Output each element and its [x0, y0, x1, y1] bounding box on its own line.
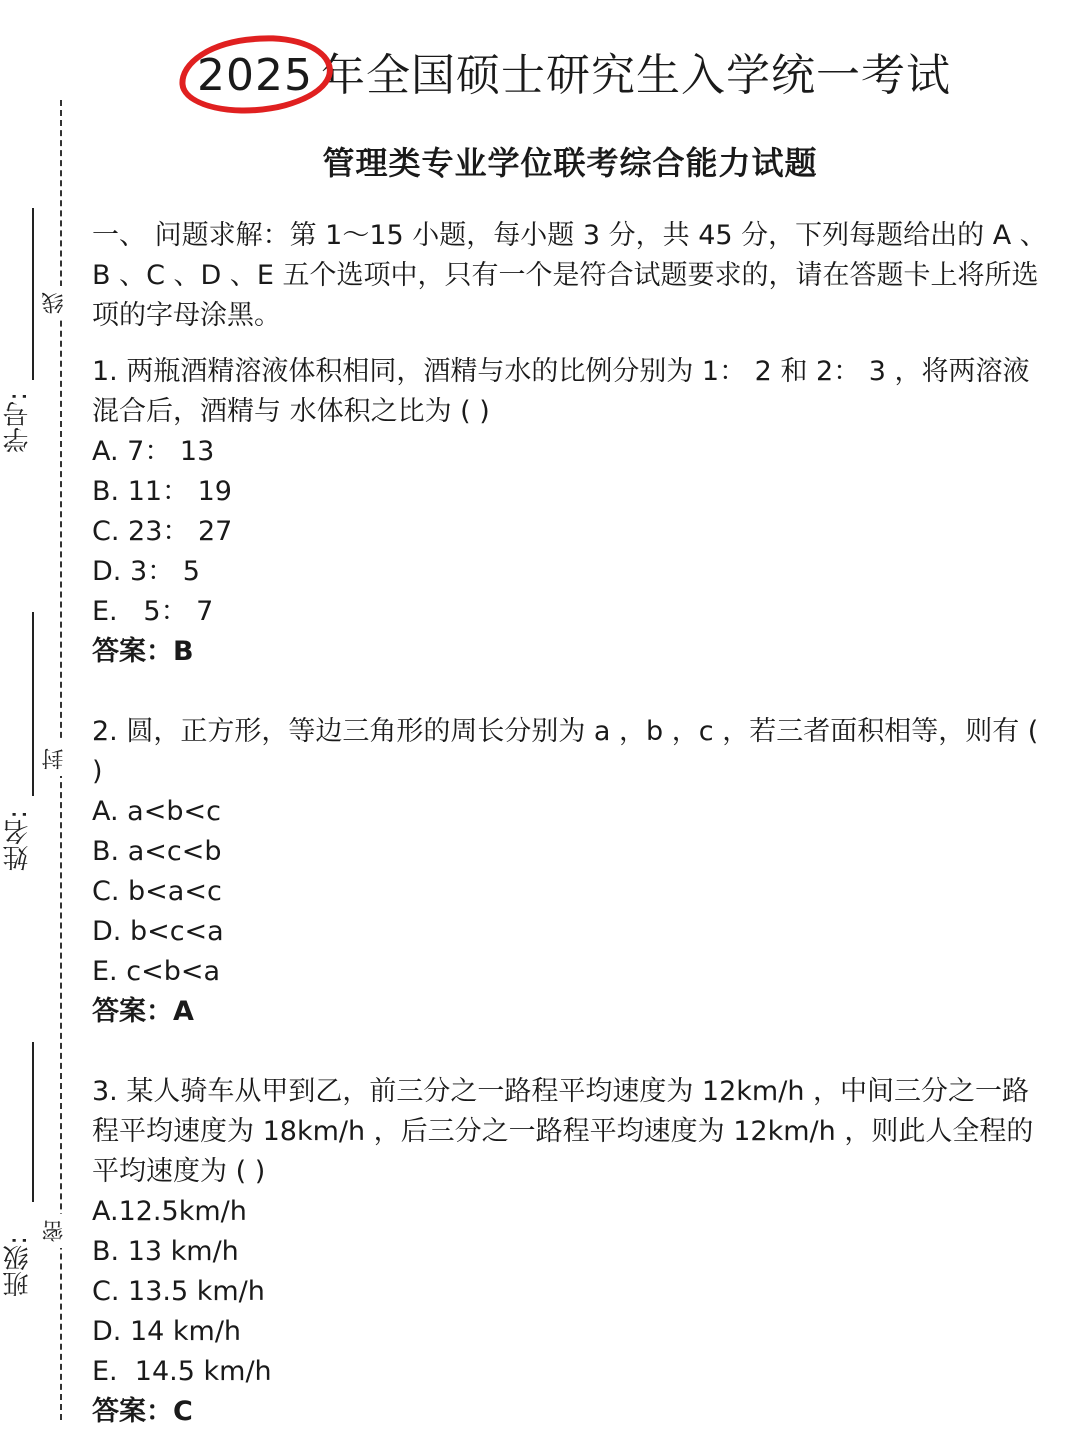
- circled-year: 2025: [189, 50, 321, 103]
- answer: 答案：C: [92, 1396, 193, 1427]
- class-label: 班级:: [3, 1236, 33, 1297]
- exam-subtitle: 管理类专业学位联考综合能力试题: [322, 144, 818, 182]
- exam-content: [92, 216, 1052, 1432]
- option-a: A. 7： 13: [92, 436, 215, 467]
- option-a: A. a<b<c: [92, 796, 221, 827]
- seal-line-char: 线: [44, 286, 66, 320]
- question-2: [92, 712, 1052, 1032]
- option-c: C. 23： 27: [92, 516, 233, 547]
- section-intro: 一、 问题求解：第 1～15 小题，每小题 3 分，共 45 分，下列每题给出的 A 、B 、C 、D 、E 五个选项中，只有一个是符合试题要求的，请在答题卡上将所选项的字母涂黑。: [92, 220, 1047, 331]
- option-e: E. 14.5 km/h: [92, 1356, 272, 1387]
- option-e: E. c<b<a: [92, 956, 220, 987]
- name-line: [32, 612, 34, 796]
- option-b: B. 13 km/h: [92, 1236, 239, 1267]
- student-id-label: 学号:: [3, 392, 33, 453]
- title-text: 年全国硕士研究生入学统一考试: [320, 50, 951, 101]
- option-a: A.12.5km/h: [92, 1196, 247, 1227]
- option-c: C. b<a<c: [92, 876, 222, 907]
- answer: 答案：B: [92, 636, 194, 667]
- option-b: B. a<c<b: [92, 836, 222, 867]
- question-stem: 2. 圆，正方形，等边三角形的周长分别为 a ，b ，c ，若三者面积相等，则有 ( ): [92, 716, 1039, 787]
- question-1: [92, 352, 1052, 672]
- question-stem: 1. 两瓶酒精溶液体积相同，酒精与水的比例分别为 1： 2 和 2： 3 ，将两溶液混合后，酒精与 水体积之比为 ( ): [92, 356, 1030, 427]
- name-label: 姓名:: [3, 810, 33, 871]
- class-line: [32, 1042, 34, 1202]
- option-d: D. b<c<a: [92, 916, 224, 947]
- answer: 答案：A: [92, 996, 194, 1027]
- student-id-line: [32, 208, 34, 380]
- question-3: [92, 1072, 1052, 1432]
- seal-seal-char: 封: [44, 742, 66, 776]
- question-stem: 3. 某人骑车从甲到乙，前三分之一路程平均速度为 12km/h ，中间三分之一路程平均速度为 18km/h ，后三分之一路程平均速度为 12km/h ，则此人全程的平均速度为 ( ): [92, 1076, 1034, 1187]
- option-c: C. 13.5 km/h: [92, 1276, 265, 1307]
- option-d: D. 14 km/h: [92, 1316, 242, 1347]
- option-e: E. 5： 7: [92, 596, 214, 627]
- option-b: B. 11： 19: [92, 476, 232, 507]
- seal-dense-char: 密: [44, 1214, 66, 1248]
- option-d: D. 3： 5: [92, 556, 200, 587]
- exam-title: [80, 50, 1060, 103]
